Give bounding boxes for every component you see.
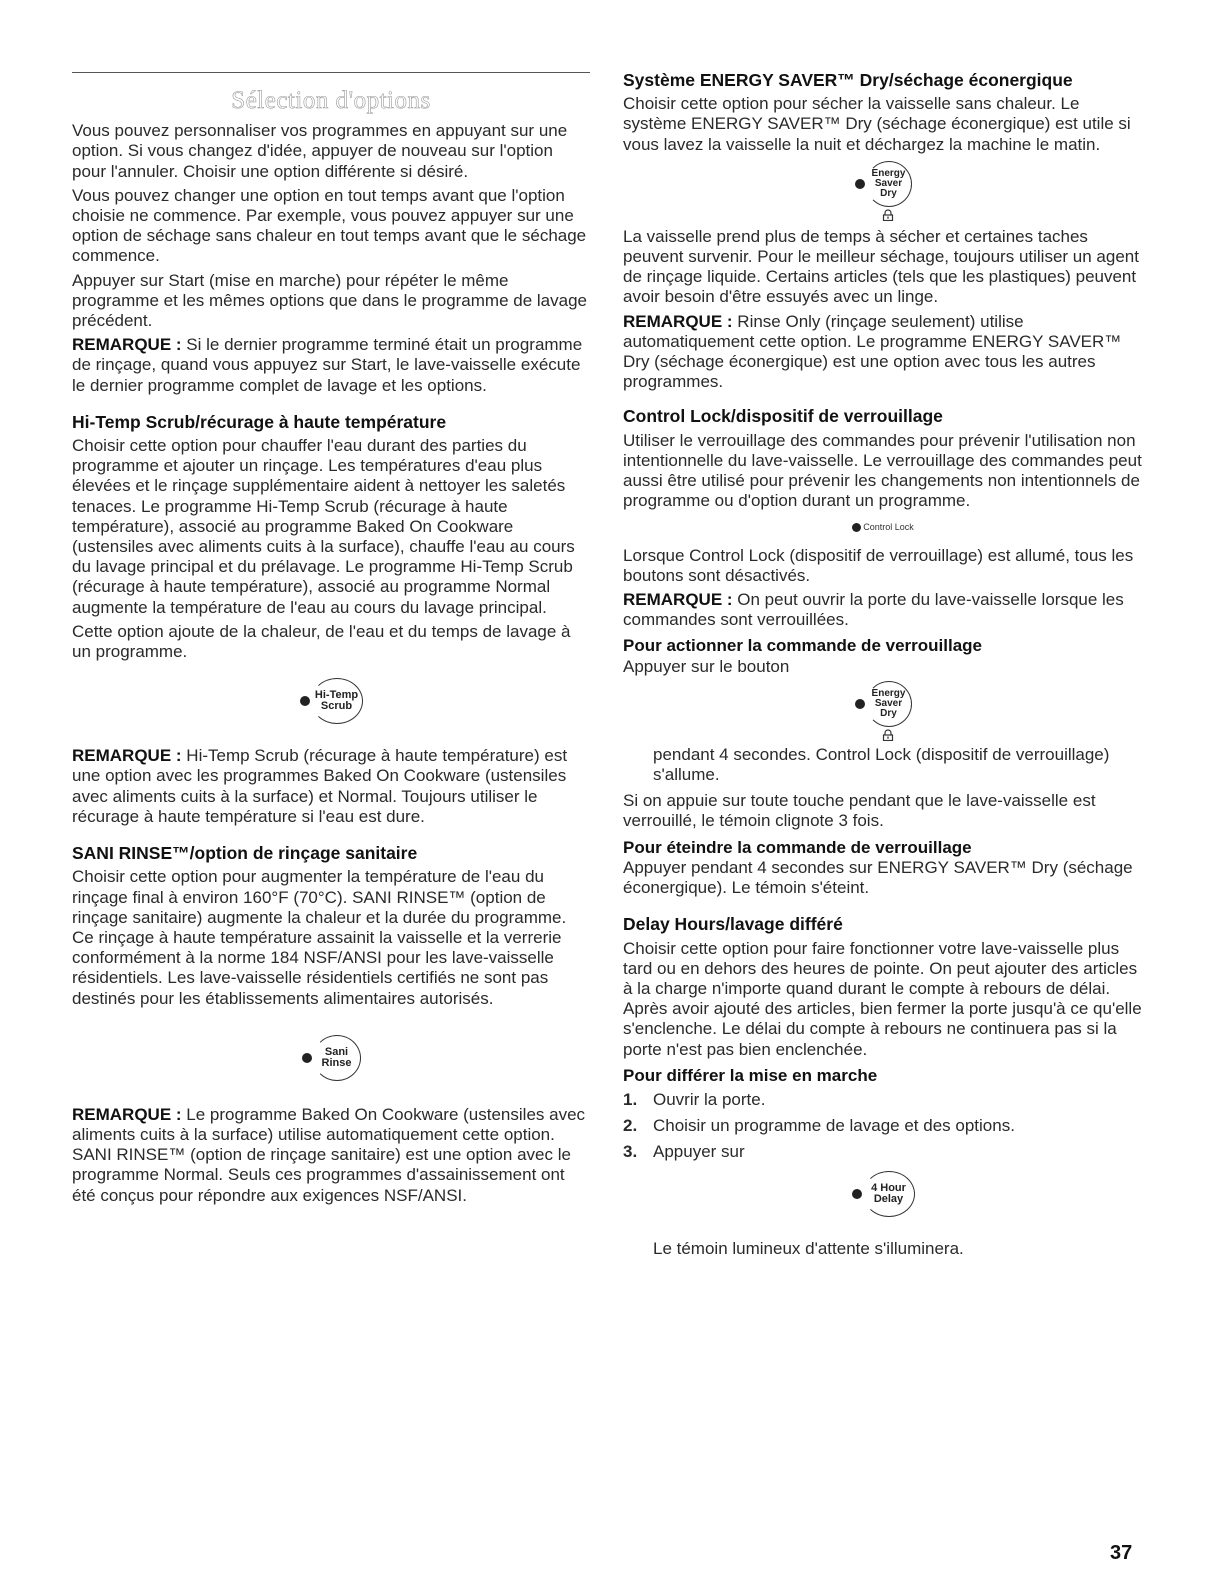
hitemp-note [72,746,590,827]
hitemp-heading: Hi-Temp Scrub/récurage à haute température [72,411,447,432]
page-number: 37 [1110,1542,1133,1564]
control-lock-icon-label: Control Lock [863,522,914,533]
top-rule [72,72,590,73]
lock-icon-label-2: Saver [874,697,903,709]
list-item [623,1116,1143,1136]
lock-paragraph-3: Si on appuie sur toute touche pendant que le lave-vaisselle est verrouillé, le témoin clignote 3 fois. [623,791,1096,831]
lock-paragraph-2: Lorsque Control Lock (dispositif de verrouillage) est allumé, tous les boutons sont désactivés. [623,545,1134,585]
note-text: Le programme Baked On Cookware (ustensiles avec aliments cuits à la surface) utilise automatiquement cette option. SANI RINSE™ (option de rinçage sanitaire) est une option avec le programme Normal. Seuls ces programmes d'assainissement ont été conçus pour répondre aux exigences NSF/ANSI. [72,1104,586,1205]
note-label: REMARQUE : [72,746,182,766]
note-text: Rinse Only (rinçage seulement) utilise automatiquement cette option. Le programme ENERGY SAVER™ Dry (séchage éconergique) est une option avec tous les autres programmes. [623,311,1122,392]
delay-heading: Delay Hours/lavage différé [623,914,843,935]
delay-paragraph: Choisir cette option pour faire fonctionner votre lave-vaisselle plus tard ou en dehors des heures de pointe. On peut ajouter des articles à la charge n'importe quand durant le compte à rebours de délai. Après avoir ajouté des articles, bien fermer la porte jusqu'à ce qu'elle s'enclenche. Le délai du compte à rebours ne continuera pas si la porte n'est pas bien enclenchée. [623,938,1142,1059]
lock-icon [882,209,894,221]
lock-icon [882,729,894,741]
step-number: 3. [623,1142,638,1162]
delay-button-figure [623,1171,1143,1217]
energy-paragraph: Choisir cette option pour sécher la vaisselle sans chaleur. Le système ENERGY SAVER™ Dry (séchage éconergique) est utile si vous lavez la vaisselle la nuit et déchargez la machine le matin. [623,94,1131,154]
energy-icon-label-1: Energy [871,167,906,179]
energy-icon-label-2: Saver [874,177,903,189]
hitemp-paragraph: Choisir cette option pour chauffer l'eau durant des parties du programme et ajouter un rinçage. Les températures d'eau plus élevées et le rinçage supplémentaire aident à nettoyer les saletés tenaces. Le programme Hi-Temp Scrub (récurage à haute température), associé au programme Baked On Cookware (ustensiles avec aliments cuits à la surface), chauffe l'eau au cours du lavage principal et du prélavage. Le programme Hi-Temp Scrub (récurage à haute température), associé au programme Normal augmente la température de l'eau au cours du lavage principal. [72,436,575,617]
note-label: REMARQUE : [72,335,182,355]
delay-steps-list [623,1090,1143,1163]
note-text: Si le dernier programme terminé était un programme de rinçage, quand vous appuyez sur Start, le lave-vaisselle exécute le dernier programme complet de lavage et les options. [72,335,583,395]
delay-icon-label-2: Delay [873,1192,904,1205]
lock-icon-label-3: Dry [880,707,897,719]
step-text: Appuyer sur [653,1142,745,1162]
indicator-dot-icon [855,179,865,189]
indicator-dot-icon [852,1189,862,1199]
sani-heading: SANI RINSE™/option de rinçage sanitaire [72,843,418,864]
hitemp-scrub-icon [300,678,363,724]
energy-heading: Système ENERGY SAVER™ Dry/séchage éconergique [623,70,1073,90]
lock-button-figure [623,681,1143,741]
lock-deactivate-subheading: Pour éteindre la commande de verrouillage [623,837,972,857]
lock-paragraph: Utiliser le verrouillage des commandes pour prévenir l'utilisation non intentionnelle du lave-vaisselle. Le verrouillage des commandes peut aussi être utilisé pour prévenir les changements non intentionnels de programme ou d'option durant un programme. [623,430,1142,511]
delay-subheading: Pour différer la mise en marche [623,1065,878,1085]
page-title: Sélection d'options [231,87,431,114]
delay-hours-icon [852,1171,915,1217]
sani-note [72,1105,590,1206]
hitemp-icon-label-1: Hi-Temp [314,689,359,702]
note-label: REMARQUE : [623,311,733,331]
indicator-dot-icon [300,696,310,706]
lock-activate-subheading: Pour actionner la commande de verrouillage [623,636,982,656]
hitemp-icon-label-2: Scrub [320,700,353,713]
note-text: On peut ouvrir la porte du lave-vaisselle lorsque les commandes sont verrouillées. [623,590,1124,630]
list-item [623,1142,1143,1162]
hitemp-paragraph-2: Cette option ajoute de la chaleur, de l'eau et du temps de lavage à un programme. [72,621,571,662]
note-label: REMARQUE : [72,1104,182,1124]
sani-icon-label-1: Sani [324,1045,349,1058]
note-label: REMARQUE : [623,590,733,610]
intro-paragraph-1: Vous pouvez personnaliser vos programmes en appuyant sur une option. Si vous changez d'idée, appuyer de nouveau sur l'option pour l'annuler. Choisir une option différente si désiré. [72,121,568,181]
list-item [623,1090,1143,1110]
note-start [72,335,590,396]
right-column [623,58,1143,1263]
delay-after-icon-text: Le témoin lumineux d'attente s'illuminera. [653,1238,964,1258]
lock-heading: Control Lock/dispositif de verrouillage [623,406,943,427]
sani-rinse-icon [302,1035,361,1081]
sani-icon-label-2: Rinse [321,1056,352,1069]
control-lock-figure [623,517,1143,537]
indicator-dot-icon [302,1053,312,1063]
indicator-dot-icon [852,523,861,532]
energy-paragraph-2: La vaisselle prend plus de temps à sécher et certaines taches peuvent survenir. Pour le meilleur séchage, toujours utiliser un agent de rinçage liquide. Certains articles (tels que les plastiques) peuvent avoir besoin d'être essuyés avec un linge. [623,226,1139,307]
intro-paragraph-2: Vous pouvez changer une option en tout temps avant que l'option choisie ne commence. Par exemple, vous pouvez appuyer sur une option de séchage sans chaleur en tout temps avant que le séchage commence. [72,185,587,266]
energy-saver-dry-icon [855,161,912,207]
sani-button-figure [72,1035,590,1081]
sani-paragraph: Choisir cette option pour augmenter la température de l'eau du rinçage final à environ 160°F (70°C). SANI RINSE™ (option de rinçage sanitaire) augmente la chaleur et la durée du programme. Ce rinçage à haute température assainit la vaisselle et la verrerie conformément à la norme 184 NSF/ANSI pour les lave-vaisselle résidentiels. Les lave-vaisselle résidentiels certifiés ne sont pas destinés pour les établissements alimentaires autorisés. [72,867,567,1008]
step-text: Ouvrir la porte. [653,1089,766,1109]
lock-icon-label-1: Energy [871,687,906,699]
step-number: 1. [623,1089,638,1109]
lock-deactivate-text: Appuyer pendant 4 secondes sur ENERGY SAVER™ Dry (séchage éconergique). Le témoin s'éteint. [623,857,1133,898]
lock-activate-text: Appuyer sur le bouton [623,656,790,676]
lock-note [623,590,1143,630]
lock-after-icon-text: pendant 4 secondes. Control Lock (dispositif de verrouillage) s'allume. [653,744,1110,785]
intro-paragraph-3: Appuyer sur Start (mise en marche) pour répéter le même programme et les mêmes options que dans le programme de lavage précédent. [72,270,587,331]
energy-icon-label-3: Dry [880,187,897,199]
step-number: 2. [623,1116,638,1136]
hitemp-button-figure [72,678,590,724]
energy-button-figure [623,161,1143,221]
energy-saver-dry-icon [855,681,912,727]
energy-note [623,312,1143,393]
note-text: Hi-Temp Scrub (récurage à haute température) est une option avec les programmes Baked On Cookware (ustensiles avec aliments cuits à la surface) et Normal. Toujours utiliser le récurage à haute température si l'eau est dure. [72,746,568,826]
left-column [72,58,590,1210]
step-text: Choisir un programme de lavage et des options. [653,1116,1015,1136]
indicator-dot-icon [855,699,865,709]
delay-icon-label-1: 4 Hour [871,1181,906,1194]
